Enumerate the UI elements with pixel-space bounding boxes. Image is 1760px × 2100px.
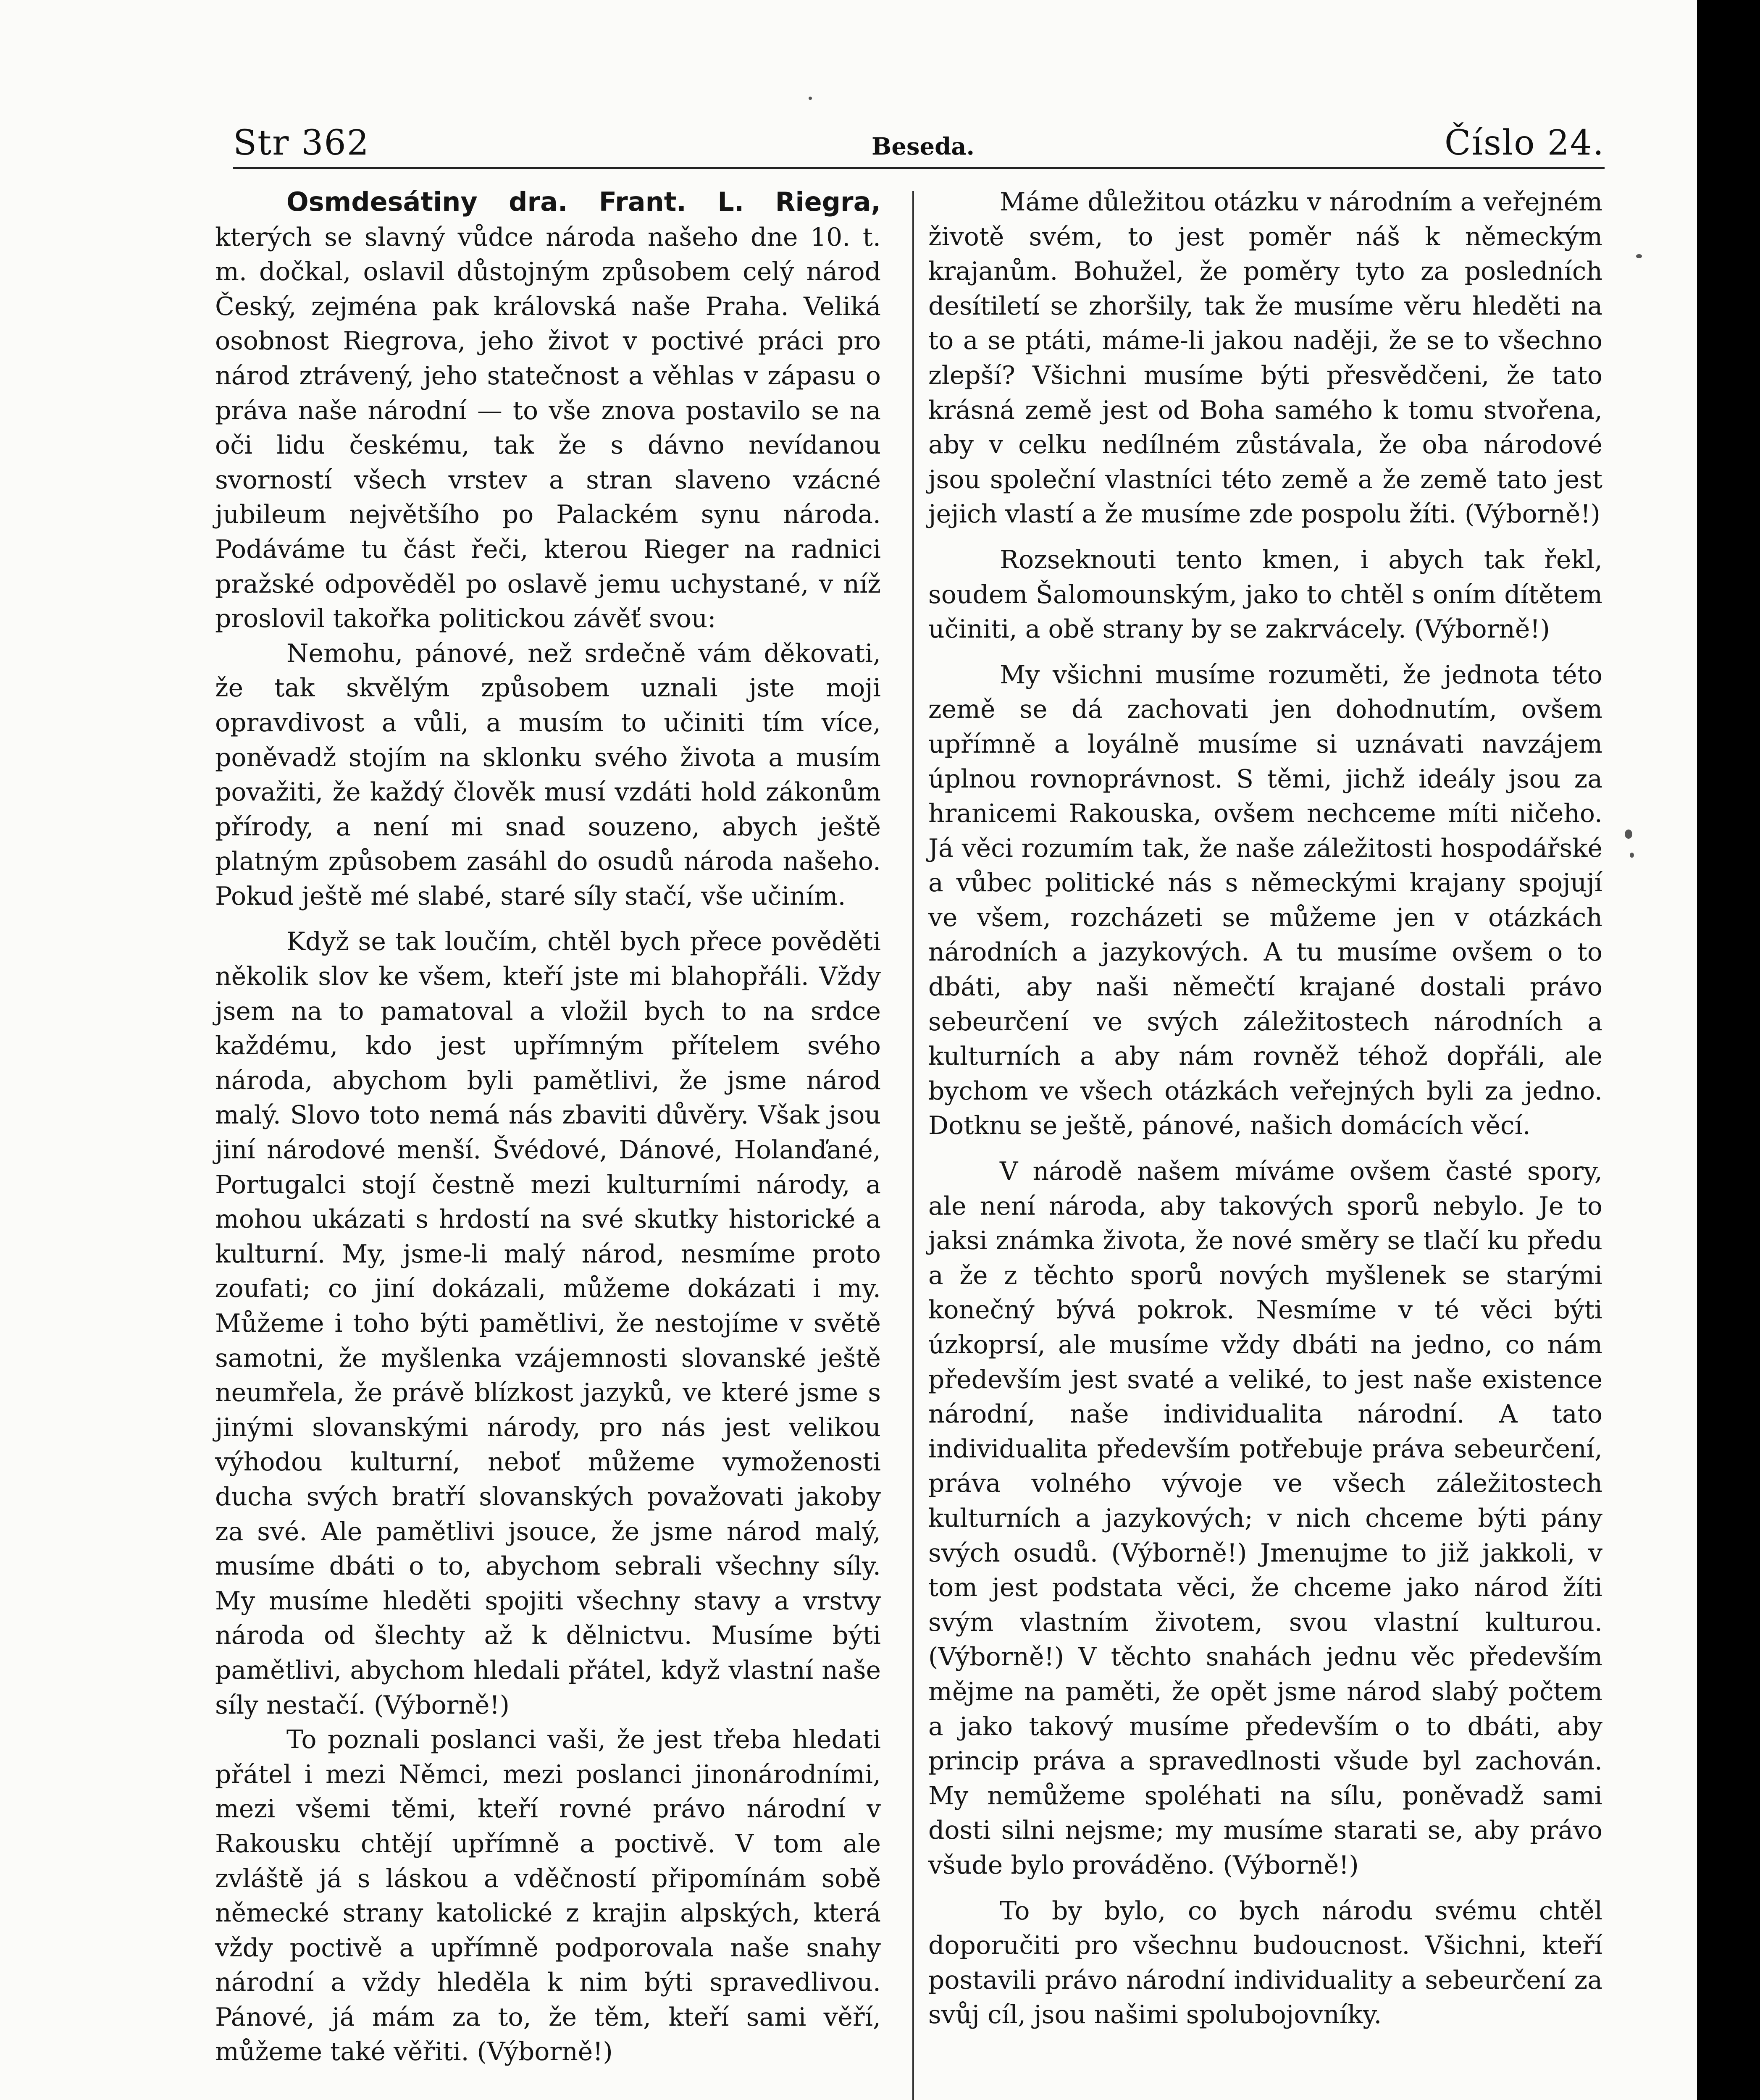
speech-paragraph: Nemohu, pánové, než srdečně vám děkovati, že tak skvělým způsobem uznali jste moji opravdivost a vůli, a musím to učiniti tím více, poněvadž stojím na sklonku svého života a musím považiti, že každý člověk musí vzdáti hold zákonům přírody, a není mi snad souzeno, abych ještě platným způsobem zasáhl do osudů národa našeho. Pokud ještě mé slabé, staré síly stačí, vše učiním. (215, 638, 881, 911)
page-number: Str 362 (233, 123, 370, 163)
issue-number: Číslo 24. (1444, 123, 1605, 163)
scan-speckle (1625, 830, 1632, 839)
speech-paragraph: My všichni musíme rozuměti, že jednota této země se dá zachovati jen dohodnutím, ovšem upřímně a loyálně musíme si uznávati navzájem úplnou rovnoprávnost. S těmi, jichž ideály jsou za hranicemi Rakouska, ovšem nechceme míti ničeho. Já věci rozumím tak, že naše záležitosti hospodářské a vůbec politické nás s německými krajany spojují ve všem, rozcházeti se můžeme jen v otázkách národních a jazykových. A tu musíme ovšem o to dbáti, aby naši němečtí krajané dostali právo sebeurčení ve svých záležitostech národních a kulturních a aby nám rovněž téhož dopřáli, ale bychom ve všech otázkách veřejných byli za jedno. Dotknu se ještě, pánové, našich domácích věcí. (928, 660, 1602, 1141)
paragraph-text: kterých se slavný vůdce národa našeho dne 10. t. m. dočkal, oslavil důstojným způsobem celý národ Český, zejména pak královská naše Praha. Veliká osobnost Riegrova, jeho život v poctivé práci pro národ ztrávený, jeho statečnost a věhlas v zápasu o práva naše národní — to vše znova postavilo se na oči lidu českému, tak že s dávno nevídanou svorností všech vrstev a stran slaveno vzácné jubileum největšího po Palackém synu národa. Podáváme tu část řeči, kterou Rieger na radnici pražské odpověděl po oslavě jemu uchystané, v níž proslovil takořka politickou závěť svou: (215, 222, 881, 634)
speech-paragraph: Když se tak loučím, chtěl bych přece pověděti několik slov ke všem, kteří jste mi blahopřáli. Vždy jsem na to pamatoval a vložil bych to na srdce každému, kdo jest upřímným přítelem svého národa, abychom byli pamětlivi, že jsme národ malý. Slovo toto nemá nás zbaviti důvěry. Však jsou jiní národové menší. Švédové, Dánové, Holanďané, Portugalci stojí čestně mezi kulturními národy, a mohou ukázati s hrdostí na své skutky historické a kulturní. My, jsme-li malý národ, nesmíme proto zoufati; co jiní dokázali, můžeme dokázati i my. Můžeme i toho býti pamětlivi, že nestojíme v světě samotni, že myšlenka vzájemnosti slovanské ještě neumřela, že právě blízkost jazyků, ve které jsme s jinými slovanskými národy, pro nás jest velikou výhodou kulturní, neboť můžeme vymoženosti ducha svých bratří slovanských považovati jakoby za své. Ale pamětlivi jsouce, že jsme národ malý, musíme dbáti o to, abychom sebrali všechny síly. My musíme hleděti spojiti všechny stavy a vrstvy národa od šlechty až k dělnictvu. Musíme býti pamětlivi, abychom hledali přátel, když vlastní naše síly nestačí. (Výborně!) (215, 927, 881, 1720)
article-lead: Osmdesátiny dra. Frant. L. Riegra, (286, 186, 881, 217)
speech-paragraph: V národě našem míváme ovšem časté spory, ale není národa, aby takových sporů nebylo. Je to jaksi známka života, že nové směry se tlačí ku předu a že z těchto sporů nových myšlenek se starými konečný bývá pokrok. Nesmíme v té věci býti úzkoprsí, ale musíme vždy dbáti na jedno, co nám především jest svaté a veliké, to jest naše existence národní, naše individualita národní. A tato individualita především potřebuje práva sebeurčení, práva volného vývoje ve všech záležitostech kulturních a jazykových; v nich chceme býti pány svých osudů. (Výborně!) Jmenujme to již jakkoli, v tom jest podstata věci, že chceme jako národ žíti svým vlastním životem, svou vlastní kulturou. (Výborně!) V těchto snahách jednu věc především mějme na paměti, že opět jsme národ slabý počtem a jako takový musíme především o to dbáti, aby princip práva a spravedlnosti všude byl zachován. My nemůžeme spoléhati na sílu, poněvadž sami dosti silni nejsme; my musíme starati se, aby právo všude bylo prováděno. (Výborně!) (928, 1157, 1602, 1880)
speech-paragraph: To by bylo, co bych národu svému chtěl doporučiti pro všechnu budoucnost. Všichni, kteří postavili právo národní individuality a sebeurčení za svůj cíl, jsou našimi spolubojovníky. (928, 1896, 1602, 2030)
journal-title: Beseda. (872, 133, 975, 160)
scan-speckle (1630, 853, 1634, 858)
right-column (928, 185, 1602, 2032)
header-rule (233, 167, 1605, 169)
left-column (215, 185, 881, 2069)
article-paragraph (215, 185, 881, 636)
column-rule (912, 191, 914, 2100)
speech-paragraph: Máme důležitou otázku v národním a veřejném životě svém, to jest poměr náš k německým krajanům. Bohužel, že poměry tyto za posledních desítiletí se zhoršily, tak že musíme věru hleděti na to a se ptáti, máme-li jakou naději, že se to všechno zlepší? Všichni musíme býti přesvědčeni, že tato krásná země jest od Boha samého k tomu stvořena, aby v celku nedílném zůstávala, že oba národové jsou společní vlastníci této země a že země tato jest jejich vlastí a že musíme zde pospolu žíti. (Výborně!) (928, 187, 1602, 529)
scan-speckle (809, 97, 812, 100)
speech-paragraph: To poznali poslanci vaši, že jest třeba hledati přátel i mezi Němci, mezi poslanci jinonárodními, mezi všemi těmi, kteří rovné právo národní v Rakousku chtějí upřímně a poctivě. V tom ale zvláště já s láskou a vděčností připomínám sobě německé strany katolické z krajin alpských, která vždy poctivě a upřímně podporovala naše snahy národní a vždy hleděla k nim býti spravedlivou. Pánové, já mám za to, že těm, kteří sami věří, můžeme také věřiti. (Výborně!) (215, 1725, 881, 2067)
speech-paragraph: Rozseknouti tento kmen, i abych tak řekl, soudem Šalomounským, jako to chtěl s oním dítětem učiniti, a obě strany by se zakrvácely. (Výborně!) (928, 545, 1602, 644)
running-header (233, 105, 1605, 168)
scan-border (1697, 0, 1760, 2100)
scan-speckle (1636, 254, 1642, 258)
